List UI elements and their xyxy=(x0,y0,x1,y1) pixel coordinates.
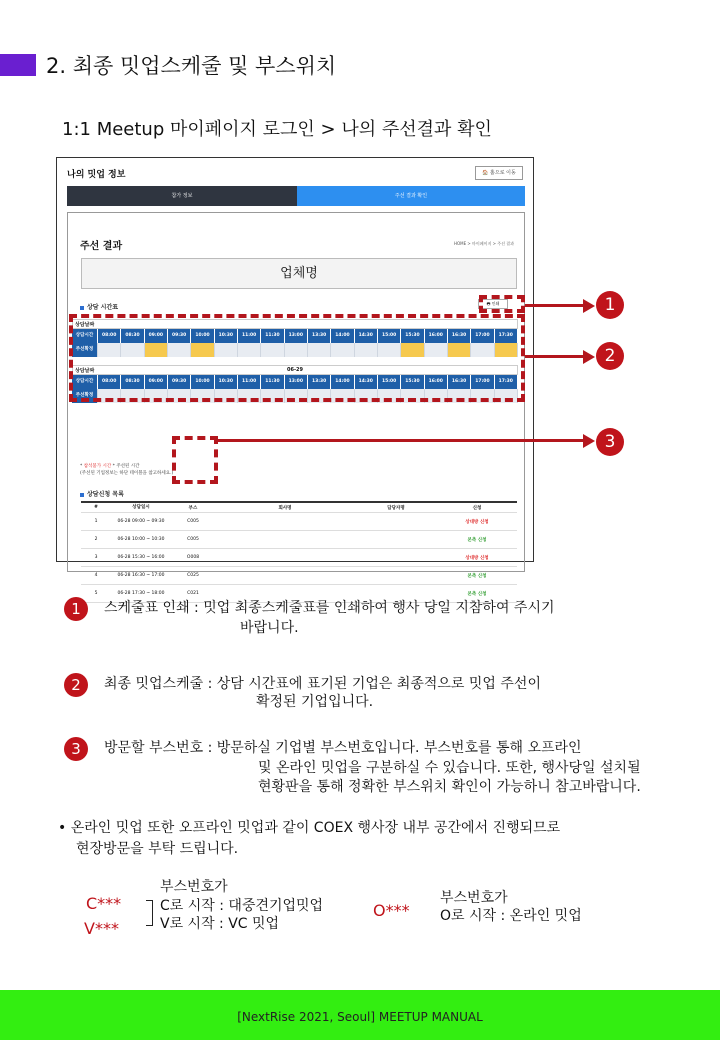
row-datetime: 06-28 09:00 ~ 09:30 xyxy=(117,518,165,524)
explanation-1 xyxy=(104,598,704,618)
callout-badge-1: 1 xyxy=(596,291,624,319)
col-booth: 부스 xyxy=(188,505,198,511)
bullet-icon xyxy=(80,493,84,497)
col-manager: 담당자명 xyxy=(387,505,405,511)
explanation-3-line1: 방문하실 기업별 부스번호입니다. 부스번호를 통해 오프라인 xyxy=(216,740,582,756)
o-head: 부스번호가 xyxy=(440,890,508,906)
row-datetime: 06-28 15:30 ~ 16:00 xyxy=(117,554,165,560)
section-title: 2. 최종 밋업스케줄 및 부스위치 xyxy=(46,54,337,78)
explanation-2-label: 최종 밋업스케줄 : xyxy=(104,676,213,692)
explanation-3-line2: 및 온라인 밋업을 구분하실 수 있습니다. 또한, 행사당일 설치될 xyxy=(258,760,641,776)
schedule-date-label: 상담날짜 xyxy=(75,322,95,328)
list-header-row xyxy=(81,501,517,513)
tab-participation-info[interactable]: 참가 정보 xyxy=(67,186,297,206)
time-slot: 14:00 xyxy=(331,329,354,343)
bracket-shape xyxy=(146,900,153,926)
time-slot: 08:00 xyxy=(98,329,121,343)
table-row xyxy=(81,513,517,531)
row-number: 4 xyxy=(94,573,98,578)
time-slot: 08:30 xyxy=(121,329,144,343)
row-datetime: 06-28 16:30 ~ 17:00 xyxy=(117,572,165,578)
explanation-3-label: 방문할 부스번호 : xyxy=(104,740,213,756)
request-list xyxy=(81,501,517,603)
explanation-3 xyxy=(104,738,714,758)
note-line1: 온라인 밋업 또한 오프라인 밋업과 같이 COEX 행사장 내부 공간에서 진행되므로 xyxy=(70,820,561,836)
screenshot-title: 나의 밋업 정보 xyxy=(67,170,126,180)
explanation-2-line1: 상담 시간표에 표기된 기업은 최종적으로 밋업 주선이 xyxy=(216,676,541,692)
footer-bar: [NextRise 2021, Seoul] MEETUP MANUAL xyxy=(0,990,720,1040)
row-number: 3 xyxy=(94,555,98,560)
result-heading: 주선 결과 xyxy=(80,241,123,252)
legend-note: (주선된 기업정보는 하단 테이블을 참고하세요.) xyxy=(80,471,174,476)
explanation-1-label: 스케줄표 인쇄 : xyxy=(104,600,199,616)
time-slot: 09:30 xyxy=(168,329,191,343)
time-slot: 11:00 xyxy=(238,375,261,389)
col-company: 회사명 xyxy=(278,505,292,511)
col-request: 신청 xyxy=(472,505,482,511)
time-slot: 14:30 xyxy=(355,375,378,389)
booth-code-o: O*** xyxy=(373,901,410,920)
time-slot: 13:00 xyxy=(285,329,308,343)
subtitle: 1:1 Meetup 마이페이지 로그인 > 나의 주선결과 확인 xyxy=(62,119,492,140)
time-slot: 16:30 xyxy=(448,329,471,343)
time-slot: 15:00 xyxy=(378,375,401,389)
arrow-line-3 xyxy=(218,439,585,442)
time-slot: 10:00 xyxy=(191,329,214,343)
row-number: 2 xyxy=(94,537,98,542)
time-slot: 10:30 xyxy=(215,375,238,389)
schedule-heading-label: 상담 시간표 xyxy=(87,304,119,311)
row-number: 1 xyxy=(94,519,98,524)
callout-badge-2: 2 xyxy=(596,342,624,370)
time-slot: 15:00 xyxy=(378,329,401,343)
time-slot: 17:30 xyxy=(495,329,518,343)
tab-result-check[interactable]: 주선 결과 확인 xyxy=(297,186,525,206)
table-row xyxy=(81,531,517,549)
note-line2: 현장방문을 부탁 드립니다. xyxy=(76,841,239,857)
schedule-date: 06-29 xyxy=(287,367,303,373)
explanation-3-line3: 현황판을 통해 정확한 부스위치 확인이 가능하니 참고바랍니다. xyxy=(258,779,641,795)
time-slot: 09:30 xyxy=(168,375,191,389)
go-home-button[interactable]: 🏠 홈으로 이동 xyxy=(475,166,523,180)
highlight-booth xyxy=(172,436,218,484)
time-slot: 13:30 xyxy=(308,375,331,389)
time-slot: 16:30 xyxy=(448,375,471,389)
time-slot: 16:00 xyxy=(425,329,448,343)
row-number: 5 xyxy=(94,591,98,596)
time-slot: 15:30 xyxy=(401,329,424,343)
time-slot: 13:30 xyxy=(308,329,331,343)
explanation-badge-2: 2 xyxy=(64,673,88,697)
highlight-print xyxy=(479,295,525,313)
bullet-symbol: • xyxy=(58,820,67,836)
time-slot: 10:00 xyxy=(191,375,214,389)
explanation-2 xyxy=(104,674,704,694)
schedule-legend xyxy=(80,463,173,477)
time-slot: 11:00 xyxy=(238,329,261,343)
highlight-schedule xyxy=(69,314,525,402)
o-line1: O로 시작 : 온라인 밋업 xyxy=(440,908,582,924)
booth-code-v: V*** xyxy=(84,919,119,938)
time-slot: 09:00 xyxy=(145,375,168,389)
explanation-badge-1: 1 xyxy=(64,597,88,621)
explanation-2-line2: 확정된 기업입니다. xyxy=(256,694,374,710)
time-slot: 17:00 xyxy=(471,375,494,389)
row-status[interactable]: 본측 신청 xyxy=(467,573,487,579)
time-slot: 14:30 xyxy=(355,329,378,343)
time-row-label: 상담시간 xyxy=(72,329,98,343)
row-status[interactable]: 본측 신청 xyxy=(467,537,487,543)
booking-row-label: 주선확정 xyxy=(72,343,98,357)
booking-row-label: 주선확정 xyxy=(72,389,98,403)
row-status[interactable]: 본측 신청 xyxy=(467,591,487,597)
row-booth: O008 xyxy=(186,555,200,560)
company-name-box: 업체명 xyxy=(81,258,517,289)
arrow-head-3 xyxy=(583,434,595,448)
time-slot: 16:00 xyxy=(425,375,448,389)
legend-unavailable: 참석불가 시간 xyxy=(83,464,112,469)
callout-badge-3: 3 xyxy=(596,428,624,456)
list-heading-label: 상담신청 목록 xyxy=(87,491,124,498)
explanation-1-line1: 밋업 최종스케줄표를 인쇄하여 행사 당일 지참하여 주시기 xyxy=(203,600,555,616)
arrow-head-1 xyxy=(583,299,595,313)
time-slot: 10:30 xyxy=(215,329,238,343)
cv-line2: V로 시작 : VC 밋업 xyxy=(160,916,280,932)
cv-line1: C로 시작 : 대중견기업밋업 xyxy=(160,898,324,914)
time-slot: 09:00 xyxy=(145,329,168,343)
bullet-icon xyxy=(80,306,84,310)
time-row-label: 상담시간 xyxy=(72,375,98,389)
time-slot: 14:00 xyxy=(331,375,354,389)
legend-booked: * 주선된 시간 xyxy=(111,464,140,469)
screenshot-tabs xyxy=(67,186,525,206)
time-slot: 11:30 xyxy=(261,329,284,343)
time-slot: 08:30 xyxy=(121,375,144,389)
table-row xyxy=(81,567,517,585)
schedule-date-label: 상담날짜 xyxy=(75,368,95,374)
arrow-line-1 xyxy=(525,304,585,307)
row-status[interactable]: 상대방 신청 xyxy=(465,555,489,561)
arrow-line-2 xyxy=(525,355,585,358)
row-booth: C021 xyxy=(187,591,199,596)
col-datetime: 상담일시 xyxy=(132,504,150,510)
list-heading xyxy=(80,489,124,498)
online-meetup-note xyxy=(58,818,698,860)
time-slot: 13:00 xyxy=(285,375,308,389)
row-datetime: 06-28 10:00 ~ 10:30 xyxy=(117,536,165,542)
booth-code-c: C*** xyxy=(86,894,122,913)
explanation-badge-3: 3 xyxy=(64,737,88,761)
breadcrumb: HOME > 마이페이지 > 주선 결과 xyxy=(454,241,514,246)
time-slot: 15:30 xyxy=(401,375,424,389)
time-slot: 08:00 xyxy=(98,375,121,389)
time-slot: 17:30 xyxy=(495,375,518,389)
col-number: # xyxy=(94,505,98,510)
table-row xyxy=(81,549,517,567)
row-booth: C005 xyxy=(187,537,199,542)
time-slot: 11:30 xyxy=(261,375,284,389)
time-slot: 17:00 xyxy=(471,329,494,343)
cv-head: 부스번호가 xyxy=(160,879,228,895)
print-button[interactable]: 🖶 인쇄 xyxy=(478,299,508,309)
arrow-head-2 xyxy=(583,350,595,364)
row-booth: C025 xyxy=(187,573,199,578)
section-marker xyxy=(0,54,36,76)
row-booth: C005 xyxy=(187,519,199,524)
explanation-1-line2: 바랍니다. xyxy=(240,620,299,636)
row-status[interactable]: 상대방 신청 xyxy=(465,519,489,525)
row-datetime: 06-28 17:30 ~ 18:00 xyxy=(117,590,165,596)
schedule-heading xyxy=(80,302,118,311)
legend-prefix: * xyxy=(80,464,83,469)
